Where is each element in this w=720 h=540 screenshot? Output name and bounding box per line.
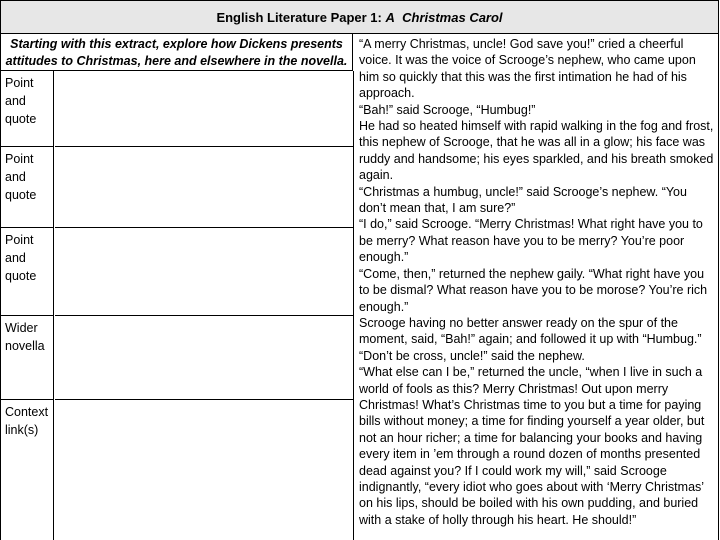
extract-paragraph: Scrooge having no better answer ready on the spur of the moment, said, “Bah!” again; and followed it up with “Humbug.” — [359, 315, 702, 347]
answer-cell-point-2[interactable] — [55, 147, 354, 228]
extract-paragraph: “Bah!” said Scrooge, “Humbug!” — [359, 102, 536, 117]
answer-cell-point-1[interactable] — [55, 71, 354, 147]
extract-paragraph: He had so heated himself with rapid walking in the fog and frost, this nephew of Scrooge, that he was all in a glow; his face was ruddy and handsome; his eyes sparkled, and his breath smoked again. — [359, 119, 714, 183]
extract-paragraph: “A merry Christmas, uncle! God save you!” cried a cheerful voice. It was the voice of Scrooge’s nephew, who came upon him so quickly that this was the first intimation he had of his approach. — [359, 37, 696, 101]
question-prompt: Starting with this extract, explore how Dickens presents attitudes to Christmas, here and elsewhere in the novella. — [0, 33, 353, 71]
title-italic-b: Christmas Carol — [402, 9, 503, 25]
extract-paragraph: “What else can I be,” returned the uncle, “when I live in such a world of fools as this? Merry Christmas! Out upon merry Christmas! What’s Christmas time to you but a time for paying bills without money; a time for finding yourself a year older, but not an hour richer; a time for balancing your books and having every item in ’em through a round dozen of months presented dead against you? If I could work my will,” said Scrooge indignantly, “every idiot who goes about with ‘Merry Christmas’ on his lips, should be boiled with his own pudding, and buried with a stake of holly through his heart. He should!” — [359, 365, 705, 527]
extract-paragraph: “Come, then,” returned the nephew gaily. “What right have you to be dismal? What reason have you to be morose? You’re rich enough.” — [359, 266, 708, 314]
page-title — [0, 0, 719, 34]
row-label-point-2: Point and quote — [0, 147, 54, 228]
row-label-context-links: Context link(s) — [0, 400, 54, 540]
extract-text — [354, 33, 719, 540]
extract-paragraph: “Don’t be cross, uncle!” said the nephew. — [359, 348, 585, 363]
row-label-point-1: Point and quote — [0, 71, 54, 147]
answer-cell-wider-novella[interactable] — [55, 316, 354, 400]
answer-cell-context-links[interactable] — [55, 400, 354, 540]
row-label-point-3: Point and quote — [0, 228, 54, 316]
answer-cell-point-3[interactable] — [55, 228, 354, 316]
title-italic-a: A — [385, 9, 395, 25]
row-label-wider-novella: Wider novella — [0, 316, 54, 400]
extract-paragraph: “Christmas a humbug, uncle!” said Scrooge’s nephew. “You don’t mean that, I am sure?” — [359, 184, 687, 216]
extract-paragraph: “I do,” said Scrooge. “Merry Christmas! What right have you to be merry? What reason have you to be merry? You’re poor enough.” — [359, 217, 703, 265]
title-prefix: English Literature Paper 1: — [216, 9, 382, 25]
